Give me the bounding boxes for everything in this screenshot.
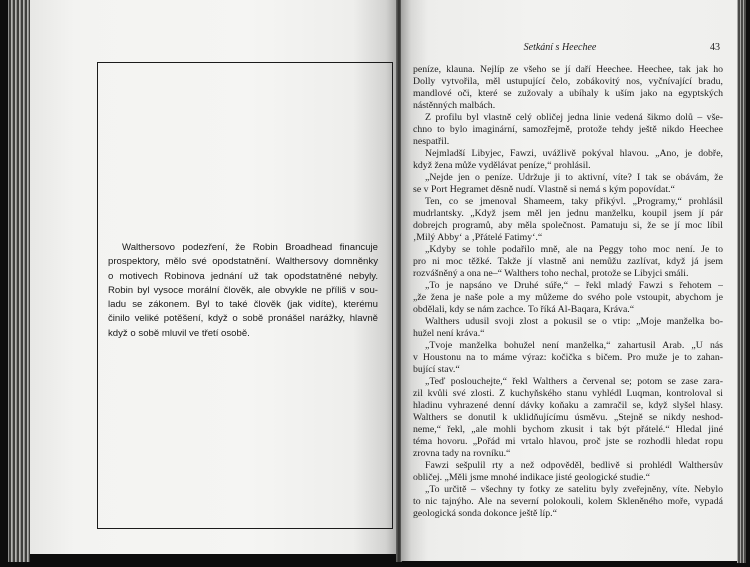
text-line: se v Port Hegramet děsně nudí. Vlastně si nemá s kým popovídat.“ bbox=[413, 184, 675, 195]
text-line: obdělali, kdy se nám zachce. To říká Al-Baqara, Kráva.“ bbox=[413, 304, 635, 315]
note-line: Walthersovo podezření, že Robin Broadhead financuje bbox=[122, 242, 378, 253]
note-line: prospektory, mělo své opodstatnění. Walthersovy domněnky bbox=[108, 256, 378, 268]
text-line: chno to bylo imaginární, samozřejmě, protože tehdy ještě nikdo Heechee bbox=[413, 124, 723, 135]
text-line: obličej. „Měli jsme mnohé indikace jisté geologické studie.“ bbox=[413, 472, 650, 483]
text-line: rozvášněný a ona ne–“ Walthers toho nechal, protože se Libyjci smáli. bbox=[413, 268, 689, 279]
text-line: peníze, klauna. Nejlíp ze všeho se jí daří Heechee. Heechee, tak jak ho bbox=[413, 64, 723, 75]
paragraph bbox=[413, 148, 723, 172]
paragraph bbox=[413, 316, 723, 340]
text-line: „Tvoje manželka bohužel není manželka,“ zahartusil Arab. „U nás bbox=[425, 340, 723, 351]
text-line: Walthers se donutil k uklidňujícímu úsměvu. „Stejně se nikdy neshod- bbox=[413, 412, 723, 423]
paragraph bbox=[413, 172, 723, 196]
text-line: nespatřil. bbox=[413, 136, 450, 147]
text-line: „Kdyby se tohle podařilo mně, ale na Peggy toho moc není. Je to bbox=[425, 244, 723, 255]
paragraph bbox=[413, 196, 723, 244]
text-line: nástěnných malbách. bbox=[413, 100, 496, 111]
note-box bbox=[97, 62, 393, 529]
paragraph bbox=[413, 376, 723, 460]
text-line: „že žena je naše pole a my můžeme do svého pole vstoupit, abychom je bbox=[413, 292, 723, 303]
text-line: neme,“ řekl, „ale mohli bychom zkusit i tak být přátelé.“ Hledal jiné bbox=[413, 424, 723, 435]
paragraph bbox=[413, 64, 723, 112]
text-line: mudrlantsky. „Když jsem měl jen jednu manželku, koupil jsem jí pár bbox=[413, 208, 723, 219]
text-line: zil kvůli své zlosti. Z kuchyňského stanu vyhlédl Luqman, kontroloval si bbox=[413, 388, 723, 399]
text-line: to nic tajnýho. Ale na severní polokouli, kolem Skleněného moře, vypadá bbox=[413, 496, 723, 507]
text-line: „To určitě – všechny ty fotky ze satelitu byly zveřejněny, víte. Nebylo bbox=[425, 484, 723, 495]
text-line: hužel není kráva.“ bbox=[413, 328, 485, 339]
paragraph bbox=[413, 112, 723, 148]
paragraph bbox=[413, 460, 723, 484]
page-stack-left-edge bbox=[8, 0, 30, 562]
text-line: ‚Milý Abby‘ a ‚Přátelé Fatimy‘.“ bbox=[413, 232, 543, 243]
page-number: 43 bbox=[710, 42, 720, 53]
text-line: Dolly vytvořila, měl ustupující čelo, zobákovitý nos, vyčnívající bradu, bbox=[413, 76, 723, 87]
text-line: téma hovoru. „Pořád mi vrtalo hlavou, proč jste se rozhodli hledat ropu bbox=[413, 436, 723, 447]
note-line: Robin byl vysoce morální člověk, ale obvykle ne příliš v sou- bbox=[108, 284, 378, 296]
text-line: Ten, co se jmenoval Shameem, taky přikývl. „Programy,“ prohlásil bbox=[425, 196, 723, 207]
note-line: činilo veliké potěšení, když o sobě pronášel narážky, hlavně bbox=[108, 313, 378, 325]
text-line: když žena může vydělávat peníze,“ prohlásil. bbox=[413, 160, 591, 171]
paragraph bbox=[413, 484, 723, 520]
running-head: Setkání s Heechee bbox=[523, 42, 597, 53]
note-line: o motivech Robinova jednání už tak opodstatněné nebyly. bbox=[108, 270, 378, 282]
text-line: „Teď poslouchejte,“ řekl Walthers a červenal se; potom se zase zara- bbox=[425, 376, 723, 387]
text-line: v Houstonu na to máme výraz: kočička s bičem. Pro muže je to zahan- bbox=[413, 352, 723, 363]
text-line: Z profilu byl vlastně celý obličej jedna linie vedená šikmo dolů – vše- bbox=[425, 112, 723, 123]
text-line: bující stav.“ bbox=[413, 364, 460, 375]
note-line: ladu se zákonem. Byl to také člověk (jak vidíte), kterému bbox=[108, 299, 378, 311]
text-line: mandlové oči, které se zužovaly a ubíhaly k uším jako na egyptských bbox=[413, 88, 723, 99]
text-line: Nejmladší Libyjec, Fawzi, uvážlivě pokýval hlavou. „Ano, je dobře, bbox=[425, 148, 723, 159]
paragraph bbox=[413, 280, 723, 316]
text-line: hladinu vyhrazené denní dávky koňaku a zamračil se, když slyšel hlasy. bbox=[413, 400, 723, 411]
text-line: dobrejch programů, aby měla společnost. Pamatuju si, že se jí moc líbil bbox=[413, 220, 723, 231]
text-line: geologická sonda dokonce ještě líp.“ bbox=[413, 508, 557, 519]
text-line: Fawzi sešpulil rty a než odpověděl, bedlivě si prohlédl Walthersův bbox=[425, 460, 723, 471]
paragraph bbox=[413, 244, 723, 280]
note-box-text bbox=[108, 241, 378, 341]
text-line: „To je napsáno ve Druhé súře,“ – řekl mladý Fawzi s řehotem – bbox=[425, 280, 723, 291]
text-line: pro ni moc těžké. Takže jí vlastně ani nemůžu zazlívat, když já jsem bbox=[413, 256, 723, 267]
paragraph bbox=[413, 340, 723, 376]
note-line: když o sobě mluvil ve třetí osobě. bbox=[108, 327, 250, 339]
text-line: zrovna tady na rovníku.“ bbox=[413, 448, 511, 459]
text-line: Walthers udusil svoji zlost a pokusil se o vtip: „Moje manželka bo- bbox=[425, 316, 723, 327]
right-page-body bbox=[413, 64, 723, 520]
text-line: „Nejde jen o peníze. Udržuje ji to aktivní, víte? I tak se obávám, že bbox=[425, 172, 723, 183]
page-stack-right-edge bbox=[737, 0, 746, 563]
